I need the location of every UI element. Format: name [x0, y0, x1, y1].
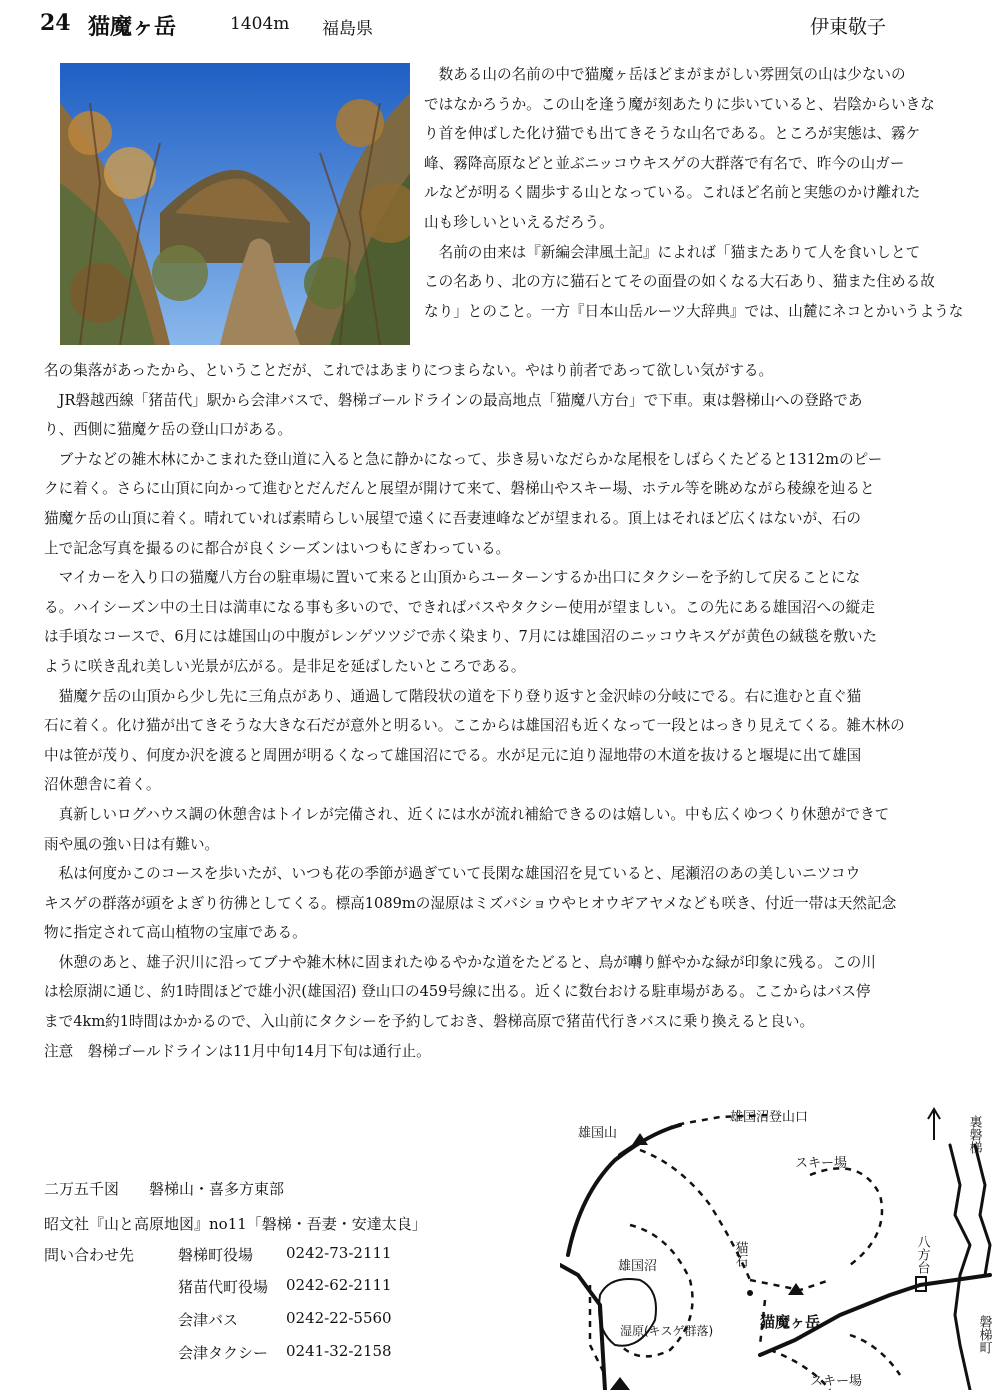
text-line: JR磐越西線「猪苗代」駅から会津バスで、磐梯ゴールドラインの最高地点「猫魔八方台」で下車。東は磐梯山への登路であ	[44, 391, 863, 409]
text-line: 名前の由来は『新編会津風土記』によれば「猫またありて人を食いしとて	[424, 243, 921, 261]
north-arrow-icon	[928, 1109, 940, 1140]
summit-south-icon	[610, 1377, 630, 1390]
map-label-happodai: 八方台	[914, 1235, 930, 1274]
text-line: 猫魔ケ岳の山頂から少し先に三角点があり、通過して階段状の道を下り登り返すと金沢峠の分岐にでる。右に進むと直ぐ猫	[44, 687, 862, 705]
map-label-ski-top: スキー場	[795, 1156, 848, 1171]
map-label-wetland: 湿原(キスゲ群落)	[620, 1324, 714, 1338]
text-line: り首を伸ばした化け猫でも出てきそうな山名である。ところが実態は、霧ケ	[424, 125, 921, 143]
main-road	[568, 1125, 680, 1255]
text-line: 中は笹が茂り、何度か沢を渡ると周囲が明るくなって雄国沼にでる。水が足元に迫り湿地帯の木道を抜けると堰堤に出て雄国	[44, 746, 862, 764]
text-line: この名あり、北の方に猫石とてその面畳の如くなる大石あり、猫また住める故	[424, 273, 935, 291]
text-line: は手頃なコースで、6月には雄国山の中腹がレンゲツツジで赤く染まり、7月には雄国沼のニッコウキスゲが黄色の絨毯を敷いた	[44, 628, 878, 646]
contact-phone: 0242-73-2111	[286, 1244, 392, 1262]
mountain-trail-autumn-photo	[60, 63, 410, 345]
contact-phone: 0242-62-2111	[286, 1276, 392, 1294]
river	[950, 1145, 970, 1390]
contact-name: 会津タクシー	[178, 1344, 269, 1362]
text-line: 石に着く。化け猫が出てきそうな大きな石だが意外と明るい。ここからは雄国沼も近くなって一段とはっきり見えてくる。雑木林の	[44, 717, 905, 735]
text-line: る。ハイシーズン中の土日は満車になる事も多いので、できればバスやタクシー使用が望ましい。この先にある雄国沼への縦走	[44, 598, 875, 616]
text-line: ルなどが明るく闊歩する山となっている。これほど名前と実態のかけ離れた	[424, 184, 921, 202]
map-label-trailhead: 雄国沼登山口	[730, 1110, 809, 1125]
body-text-right-column	[424, 60, 994, 326]
text-line: マイカーを入り口の猫魔八方台の駐車場に置いて来ると山頂からユーターンするか出口にタクシーを予約して戻ることにな	[44, 569, 861, 587]
text-line: 上で記念写真を撮るのに都合が良くシーズンはいつもにぎわっている。	[44, 539, 511, 557]
text-line: まで4km約1時間はかかるので、入山前にタクシーを予約しておき、磐梯高原で猪苗代行きバスに乗り換えると良い。	[44, 1013, 815, 1031]
mountain-name: 猫魔ヶ岳	[88, 14, 177, 40]
text-line: 数ある山の名前の中で猫魔ヶ岳ほどまがまがしい雰囲気の山は少ないの	[424, 66, 906, 83]
body-text-full-width	[44, 356, 994, 1066]
route-map	[560, 1105, 995, 1390]
map-label-bandaimachi: 磐梯町	[976, 1315, 992, 1354]
text-line: ではなかろうか。この山を逢う魔が刻あたりに歩いていると、岩陰からいきな	[424, 95, 935, 113]
text-line: クに着く。さらに山頂に向かって進むとだんだんと展望が開けて来て、磐梯山やスキー場、ホテル等を眺めながら稜線を辿ると	[44, 480, 875, 498]
text-line: 真新しいログハウス調の休憩舎はトイレが完備され、近くには水が流れ補給できるのは嬉しい。中も広くゆつくり休憩ができて	[44, 805, 890, 823]
contact-label: 問い合わせ先	[44, 1246, 135, 1264]
text-line: 山も珍しいといえるだろう。	[424, 213, 614, 231]
prefecture: 福島県	[322, 19, 373, 39]
text-line: ように咲き乱れ美しい光景が広がる。是非足を延ばしたいところである。	[44, 657, 526, 675]
contact-name: 猪苗代町役場	[178, 1278, 269, 1296]
text-line: り、西側に猫魔ケ岳の登山口がある。	[44, 421, 293, 439]
text-line: 猫魔ケ岳の山頂に着く。晴れていれば素晴らしい展望で遠くに吾妻連峰などが望まれる。頂上はそれほど広くはないが、石の	[44, 509, 861, 527]
map-label-nekoishi: 猫石	[732, 1241, 748, 1267]
text-line: 私は何度かこのコースを歩いたが、いつも花の季節が過ぎていて長閑な雄国沼を見ていると、尾瀬沼のあの美しいニツコウ	[44, 865, 861, 883]
nekoishi-point-icon	[747, 1290, 753, 1296]
text-line: キスゲの群落が頭をよぎり彷彿としてくる。標高1089mの湿原はミズバショウやヒオウギアヤメなども咲き、付近一帯は天然記念	[44, 894, 897, 912]
contact-phone: 0241-32-2158	[286, 1342, 392, 1360]
text-line: 名の集落があったから、ということだが、これではあまりにつまらない。やはり前者であって欲しい気がする。	[44, 362, 774, 379]
text-line: 沼休憩舎に着く。	[44, 776, 161, 794]
text-line: は桧原湖に通じ、約1時間ほどで雄小沢(雄国沼) 登山口の459号線に出る。近くに数台おける駐車場がある。ここからはバス停	[44, 983, 871, 1001]
article-number: 24	[40, 10, 71, 36]
text-line: なり」とのこと。一方『日本山岳ルーツ大辞典』では、山麓にネコとかいうような	[424, 302, 964, 320]
contact-name: 磐梯町役場	[178, 1246, 254, 1264]
map-label-oguninuma: 雄国沼	[618, 1259, 658, 1274]
trail	[850, 1335, 900, 1375]
text-line: 物に指定されて高山植物の宝庫である。	[44, 924, 307, 942]
contact-phone: 0242-22-5560	[286, 1309, 392, 1327]
contact-name: 会津バス	[178, 1311, 239, 1329]
text-line: 雨や風の強い日は有難い。	[44, 835, 220, 853]
map-label-oguniyama: 雄国山	[578, 1126, 618, 1141]
trail	[810, 1168, 882, 1265]
mountain-altitude: 1404m	[230, 14, 290, 34]
article-header	[40, 10, 960, 44]
main-road	[560, 1265, 605, 1390]
map-label-urabandai: 裏磐梯	[966, 1115, 982, 1154]
guide-map: 昭文社『山と高原地図』no11「磐梯・吾妻・安達太良」	[44, 1215, 427, 1233]
author: 伊東敬子	[810, 16, 887, 38]
river	[975, 1145, 990, 1275]
text-line: 峰、霧降高原などと並ぶニッコウキスゲの大群落で有名で、昨今の山ガー	[424, 154, 905, 172]
map-label-nekomagatake: 猫魔ヶ岳	[760, 1313, 821, 1331]
map-25k: 二万五千図 磐梯山・喜多方東部	[44, 1180, 285, 1198]
text-line: ブナなどの雑木林にかこまれた登山道に入ると急に静かになって、歩き易いなだらかな尾根をしばらくたどると1312mのピー	[44, 450, 883, 468]
trail	[750, 1280, 830, 1290]
map-label-ski-bottom: スキー場	[810, 1374, 863, 1389]
note-line: 注意 磐梯ゴールドラインは11月中旬14月下旬は通行止。	[44, 1042, 431, 1060]
text-line: 休憩のあと、雄子沢川に沿ってブナや雑木林に固まれたゆるやかな道をたどると、鳥が囀り鮮やかな緑が印象に残る。この川	[44, 953, 876, 971]
